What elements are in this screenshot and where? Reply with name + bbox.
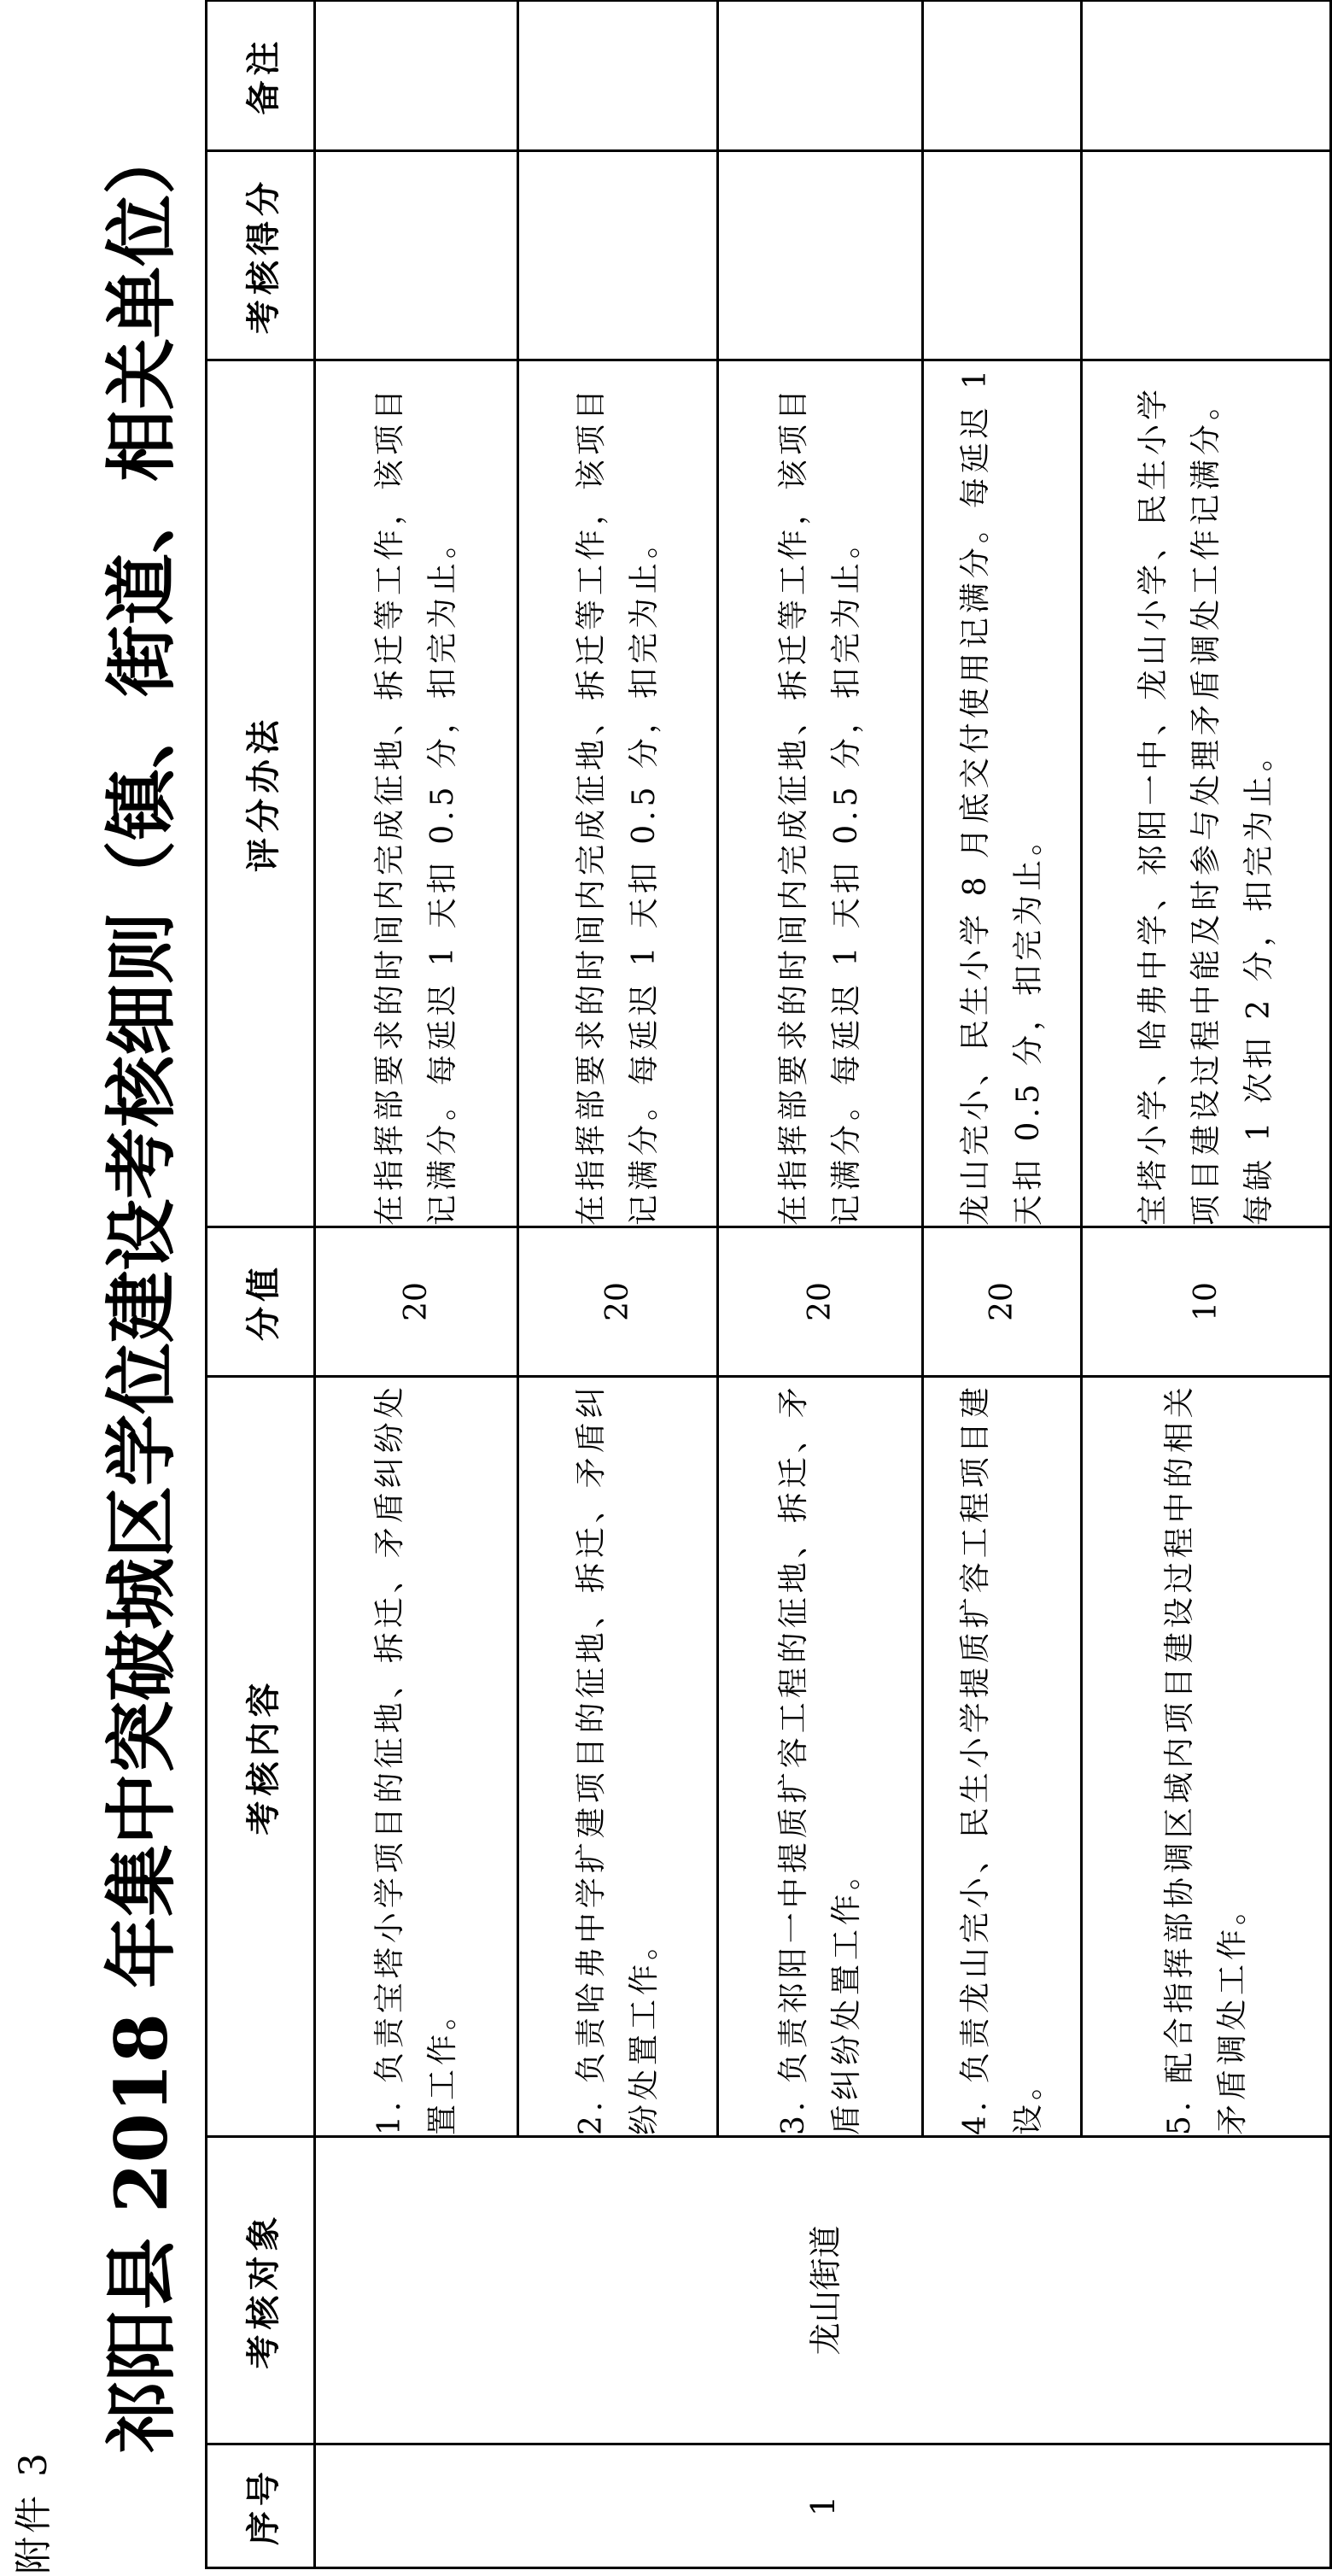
row-index-cell: 1: [315, 2444, 1331, 2568]
header-result: 考核得分: [207, 151, 315, 360]
result-cell: [1082, 151, 1331, 360]
score-cell: 20: [315, 1227, 518, 1377]
header-method: 评分办法: [207, 360, 315, 1227]
method-cell: [1082, 360, 1331, 1227]
content-cell: [315, 1377, 518, 2137]
content-text: 5. 配合指挥部协调区域内项目建设过程中的相关矛盾调处工作。: [1161, 1383, 1250, 2135]
method-text: 在指挥部要求的时间内完成征地、拆迁等工作，该项目记满分。每延迟 1 天扣 0.5 分，扣完为止。: [775, 384, 864, 1226]
remark-cell: [315, 1, 518, 151]
remark-cell: [1082, 1, 1331, 151]
method-text: 在指挥部要求的时间内完成征地、拆迁等工作，该项目记满分。每延迟 1 天扣 0.5 分，扣完为止。: [573, 384, 662, 1226]
content-cell: [718, 1377, 923, 2137]
result-cell: [315, 151, 518, 360]
method-text: 在指挥部要求的时间内完成征地、拆迁等工作，该项目记满分。每延迟 1 天扣 0.5 分，扣完为止。: [371, 384, 460, 1226]
result-cell: [518, 151, 718, 360]
content-cell: [1082, 1377, 1331, 2137]
score-cell: 10: [1082, 1227, 1331, 1377]
content-text: 4. 负责龙山完小、民生小学提质扩容工程项目建设。: [957, 1383, 1046, 2135]
attachment-label: 附件 3: [12, 2450, 56, 2574]
remark-cell: [923, 1, 1082, 151]
method-text: 宝塔小学、哈弗中学、祁阳一中、龙山小学、民生小学项目建设过程中能及时参与处理矛盾调处工作记满分。每缺 1 次扣 2 分，扣完为止。: [1135, 384, 1276, 1226]
method-cell: [923, 360, 1082, 1227]
content-cell: [923, 1377, 1082, 2137]
score-cell: 20: [518, 1227, 718, 1377]
method-cell: [518, 360, 718, 1227]
header-index: 序号: [207, 2444, 315, 2568]
table-header-row: [207, 1, 315, 2568]
method-cell: [315, 360, 518, 1227]
header-target: 考核对象: [207, 2137, 315, 2444]
remark-cell: [718, 1, 923, 151]
row-target-cell: 龙山街道: [315, 2137, 1331, 2444]
remark-cell: [518, 1, 718, 151]
content-text: 2. 负责哈弗中学扩建项目的征地、拆迁、矛盾纠纷处置工作。: [573, 1383, 662, 2135]
content-text: 1. 负责宝塔小学项目的征地、拆迁、矛盾纠纷处置工作。: [371, 1383, 460, 2135]
header-remark: 备注: [207, 1, 315, 151]
result-cell: [923, 151, 1082, 360]
score-cell: 20: [923, 1227, 1082, 1377]
score-cell: 20: [718, 1227, 923, 1377]
method-cell: [718, 360, 923, 1227]
header-content: 考核内容: [207, 1377, 315, 2137]
method-text: 龙山完小、民生小学 8 月底交付使用记满分。每延迟 1 天扣 0.5 分，扣完为止。: [957, 365, 1046, 1226]
result-cell: [718, 151, 923, 360]
content-text: 3. 负责祁阳一中提质扩容工程的征地、拆迁、矛盾纠纷处置工作。: [775, 1383, 864, 2135]
content-cell: [518, 1377, 718, 2137]
assessment-table: [205, 0, 1332, 2569]
header-score: 分值: [207, 1227, 315, 1377]
document-title: 祁阳县 2018 年集中突破城区学位建设考核细则（镇、街道、相关单位）: [99, 122, 184, 2454]
table-row: [315, 1, 518, 2568]
